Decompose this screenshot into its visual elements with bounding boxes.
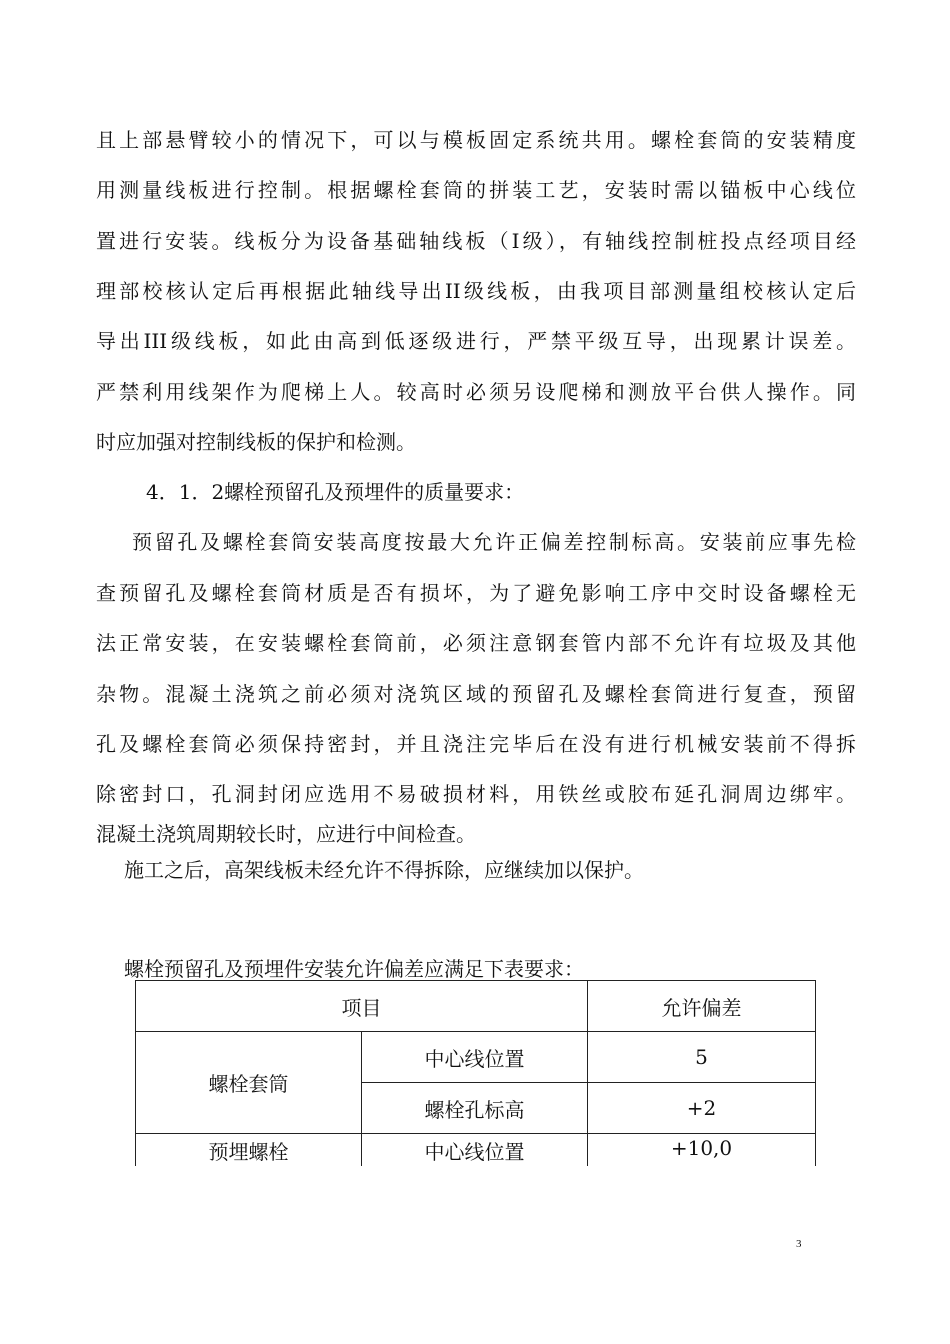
paragraph-2-line: 除密封口，孔洞封闭应选用不易破损材料，用铁丝或胶布延孔洞周边绑牢。	[96, 782, 856, 806]
header-tolerance-cell: 允许偏差	[588, 981, 816, 1032]
section-heading: 4．1．2螺栓预留孔及预埋件的质量要求：	[146, 480, 525, 504]
paragraph-1-line: 置进行安装。线板分为设备基础轴线板（I级），有轴线控制桩投点经项目经	[96, 229, 856, 253]
paragraph-1-line: 时应加强对控制线板的保护和检测。	[96, 430, 416, 454]
paragraph-2-line: 孔及螺栓套筒必须保持密封，并且浇注完毕后在没有进行机械安装前不得拆	[96, 732, 856, 756]
paragraph-1-line: 且上部悬臂较小的情况下，可以与模板固定系统共用。螺栓套筒的安装精度	[96, 128, 856, 152]
paragraph-2-line: 查预留孔及螺栓套筒材质是否有损坏，为了避免影响工序中交时设备螺栓无	[96, 581, 856, 605]
paragraph-1-line: 用测量线板进行控制。根据螺栓套筒的拼装工艺，安装时需以锚板中心线位	[96, 178, 856, 202]
paragraph-2-line: 预留孔及螺栓套筒安装高度按最大允许正偏差控制标高。安装前应事先检	[132, 530, 856, 554]
item-cell: 中心线位置	[362, 1032, 588, 1083]
paragraph-3: 施工之后，高架线板未经允许不得拆除，应继续加以保护。	[124, 858, 644, 882]
tolerance-table	[135, 980, 816, 1166]
paragraph-2-line: 混凝土浇筑周期较长时，应进行中间检查。	[96, 822, 476, 846]
group-name-cell: 螺栓套筒	[136, 1032, 362, 1134]
table-caption: 螺栓预留孔及预埋件安装允许偏差应满足下表要求：	[124, 957, 584, 981]
paragraph-2-line: 杂物。混凝土浇筑之前必须对浇筑区域的预留孔及螺栓套筒进行复查，预留	[96, 682, 856, 706]
table-row	[136, 1134, 816, 1167]
group-name-cell: 预埋螺栓	[136, 1134, 362, 1167]
value-cell: +2	[588, 1083, 816, 1134]
item-cell: 螺栓孔标高	[362, 1083, 588, 1134]
value-cell: 5	[588, 1032, 816, 1083]
page-number: 3	[796, 1238, 802, 1250]
table-row	[136, 1032, 816, 1083]
paragraph-1-line: 理部校核认定后再根据此轴线导出II级线板，由我项目部测量组校核认定后	[96, 279, 856, 303]
header-item-cell: 项目	[136, 981, 588, 1032]
item-cell: 中心线位置	[362, 1134, 588, 1167]
paragraph-1-line: 导出III级线板，如此由高到低逐级进行，严禁平级互导，出现累计误差。	[96, 329, 856, 353]
table-header-row	[136, 981, 816, 1032]
value-cell: +10,0	[588, 1134, 816, 1167]
paragraph-2-line: 法正常安装，在安装螺栓套筒前，必须注意钢套管内部不允许有垃圾及其他	[96, 631, 856, 655]
paragraph-1-line: 严禁利用线架作为爬梯上人。较高时必须另设爬梯和测放平台供人操作。同	[96, 380, 856, 404]
